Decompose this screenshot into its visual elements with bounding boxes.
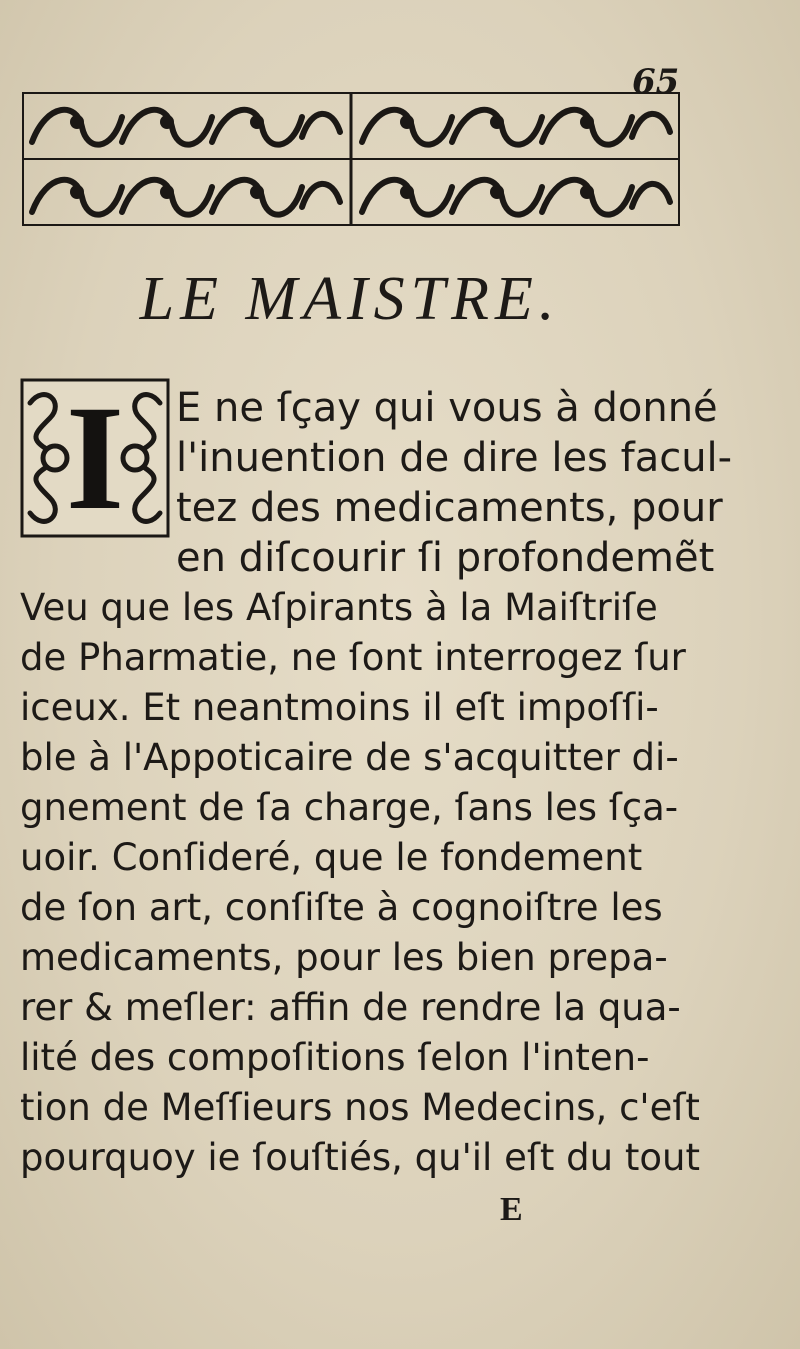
text-line: Veu que les Aſpirants à la Maiſtriſe [20,586,658,629]
text-line: iceux. Et neantmoins il eſt impoſſi- [20,686,659,729]
text-line: tez des medicaments, pour [176,485,723,531]
text-line: E ne ſçay qui vous à donné [176,385,718,431]
decorated-initial [20,375,170,541]
text-line: medicaments, pour les bien prepa- [20,936,668,979]
text-line: tion de Meſſieurs nos Medecins, c'eſt [20,1086,700,1129]
text-line: lité des compoſitions ſelon l'inten- [20,1036,650,1079]
text-line: de ſon art, conſiſte à cognoiſtre les [20,886,663,929]
catchword-signature: E [500,1191,523,1228]
text-line: ble à l'Appoticaire de s'acquitter di- [20,736,679,779]
text-line: de Pharmatie, ne ſont interrogez ſur [20,636,686,679]
text-line: pourquoy ie ſouſtiés, qu'il eſt du tout [20,1136,700,1179]
text-line: gnement de ſa charge, ſans les ſça- [20,786,679,829]
ornamental-headpiece [22,92,680,226]
page-number: 65 [632,62,680,102]
running-title: LE MAISTRE. [139,265,561,333]
text-line: l'inuention de dire les facul- [176,435,733,481]
text-line: en diſcourir ſi profondemẽt [176,535,715,581]
drop-initial-letter: I [65,375,125,541]
text-line: uoir. Conſideré, que le fondement [20,836,643,879]
text-line: rer & meſler: affin de rendre la qua- [20,986,681,1029]
